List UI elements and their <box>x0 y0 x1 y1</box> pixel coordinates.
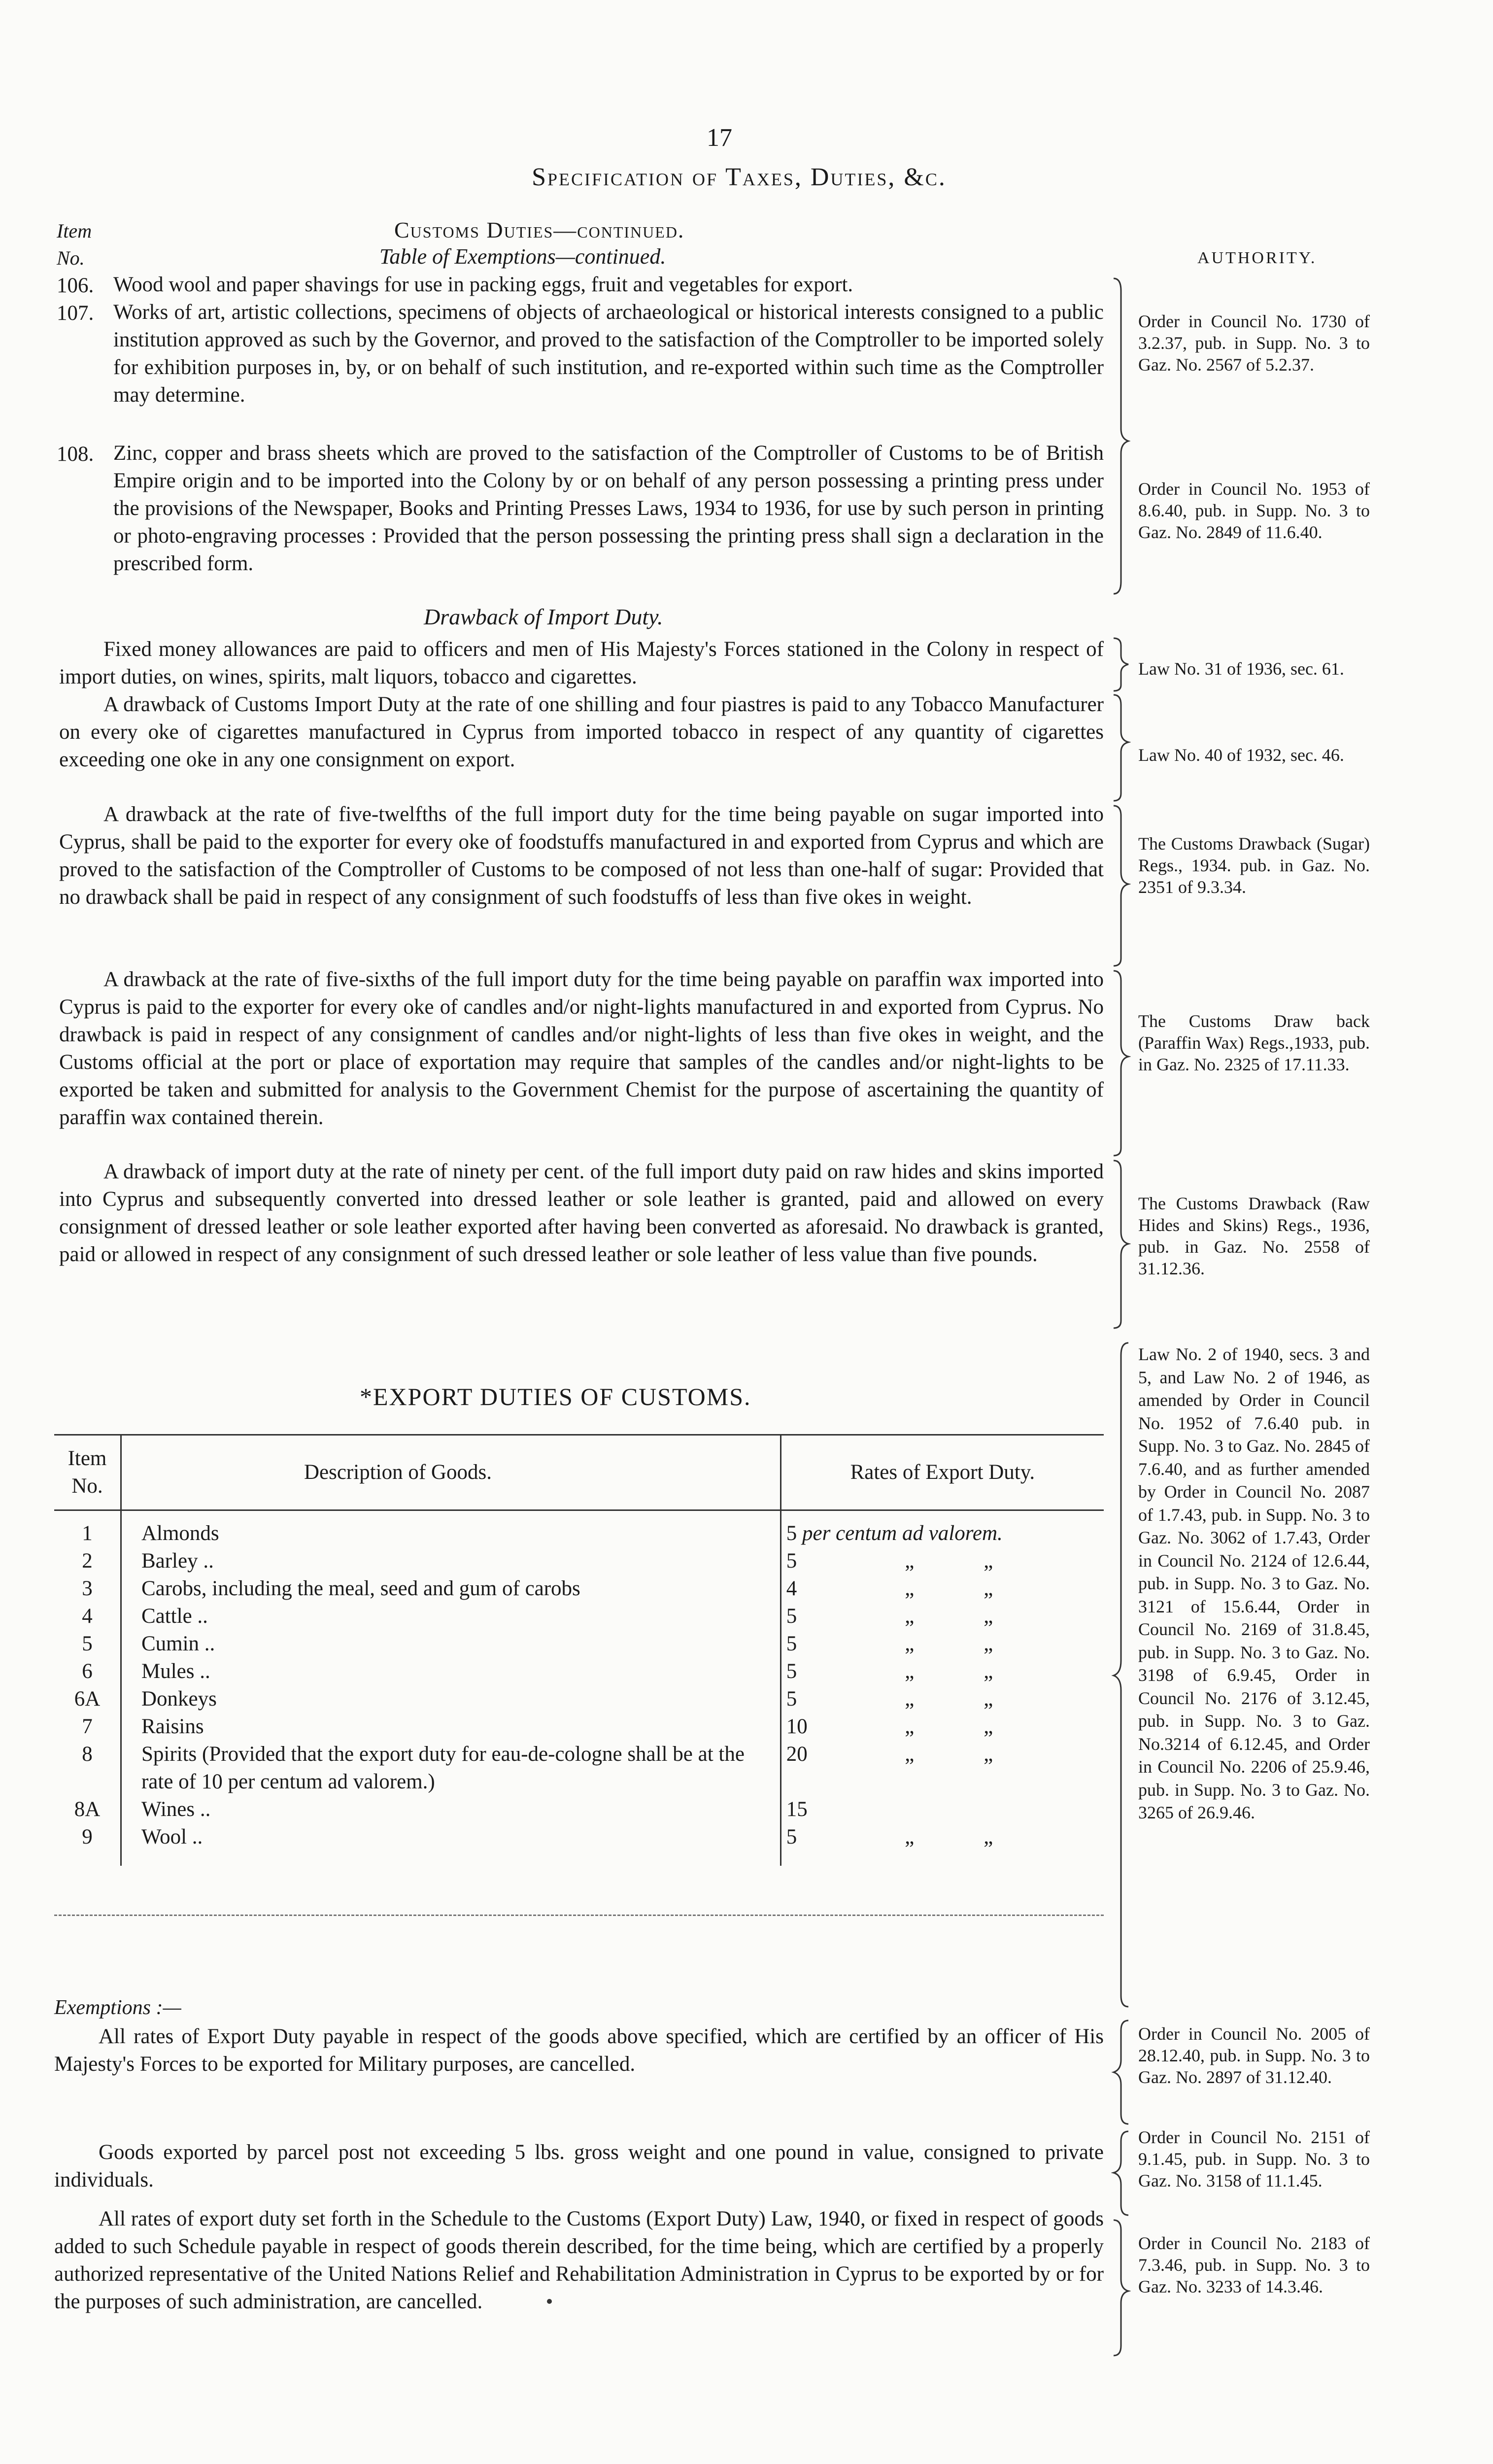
authority-note: The Customs Drawback (Raw Hides and Skins) Regs., 1936, pub. in Gaz. No. 2558 of 31.12.36. <box>1138 1194 1370 1278</box>
table-row <box>54 1741 1104 1796</box>
table-row <box>54 1603 1104 1630</box>
export-duties-table <box>54 1434 1104 1866</box>
row-rate: 5 <box>786 1825 797 1848</box>
authority-note: Order in Council No. 2151 of 9.1.45, pub. in Supp. No. 3 to Gaz. No. 3158 of 11.1.45. <box>1138 2127 1370 2190</box>
ditto-mark <box>870 1796 949 1823</box>
row-rate: 5 <box>786 1632 797 1655</box>
right-brace <box>1114 695 1128 801</box>
row-description: Almonds <box>141 1522 219 1545</box>
row-item-no: 8 <box>54 1741 121 1796</box>
row-item-no: 7 <box>54 1713 121 1741</box>
ditto-mark: „ <box>984 1715 993 1738</box>
row-item-no: 8A <box>54 1796 121 1823</box>
row-item-no: 4 <box>54 1603 121 1630</box>
item-column-label: Item <box>57 220 92 242</box>
table-bottom-rule <box>54 1915 1104 1916</box>
drawback-title: Drawback of Import Duty. <box>424 604 663 629</box>
row-rate: 5 <box>786 1522 797 1545</box>
right-brace <box>1114 1161 1128 1328</box>
right-brace <box>1114 278 1128 594</box>
row-description: Cattle .. <box>121 1603 780 1630</box>
table-row <box>54 1630 1104 1658</box>
col-description: Description of Goods. <box>121 1435 780 1510</box>
running-head: Specification of Taxes, Duties, &c. <box>532 163 947 191</box>
row-description: Spirits (Provided that the export duty for eau-de-cologne shall be at the rate of 10 per centum ad valorem.) <box>121 1741 780 1796</box>
row-item-no: 9 <box>54 1823 121 1866</box>
page-number: 17 <box>707 124 732 152</box>
authority-note: Order in Council No. 2005 of 28.12.40, pub. in Supp. No. 3 to Gaz. No. 2897 of 31.12.40. <box>1138 2024 1370 2087</box>
row-rate: 5 <box>786 1549 797 1573</box>
item-number: 108. <box>57 443 94 466</box>
drawback-paragraph: Fixed money allowances are paid to officers and men of His Majesty's Forces stationed in the Colony in respect of import duties, on wines, spirits, malt liquors, tobacco and cigarettes. <box>59 638 1104 688</box>
exemption-item-text: Wood wool and paper shavings for use in packing eggs, fruit and vegetables for export. <box>113 273 853 296</box>
ditto-mark: „ <box>905 1549 915 1573</box>
drawback-paragraph: A drawback of import duty at the rate of ninety per cent. of the full import duty paid on raw hides and skins imported into Cyprus and subsequently converted into dressed leather or sole leather is granted, paid and allowed on every consignment of dressed leather or sole leather exported after having been converted as aforesaid. No drawback is granted, paid or allowed in respect of any consignment of such dressed leather or sole leather of less value than five pounds. <box>59 1160 1104 1266</box>
table-header-row <box>54 1435 1104 1510</box>
exemption-item-text: Zinc, copper and brass sheets which are proved to the satisfaction of the Comptroller of Customs to be of British Empire origin and to be imported into the Colony by or on behalf of any person possessing a printing press under the provisions of the Newspaper, Books and Printing Presses Laws, 1934 to 1936, for use by such person in printing or photo-engraving processes : Provided that the person possessing the printing press shall sign a declaration in the prescribed form. <box>113 442 1104 575</box>
table-row <box>54 1547 1104 1575</box>
row-description: Barley .. <box>121 1547 780 1575</box>
ditto-mark: „ <box>984 1549 993 1573</box>
ditto-mark: „ <box>905 1605 915 1628</box>
section-subtitle: Table of Exemptions—continued. <box>379 244 666 269</box>
brace-marks <box>1111 2018 1131 2358</box>
brace-marks <box>1111 276 1131 601</box>
stray-dot <box>547 2299 552 2304</box>
table-row <box>54 1510 1104 1548</box>
table-row <box>54 1713 1104 1741</box>
right-brace <box>1114 971 1128 1156</box>
row-item-no: 1 <box>54 1510 121 1548</box>
authority-note: Order in Council No. 1730 of 3.2.37, pub. in Supp. No. 3 to Gaz. No. 2567 of 5.2.37. <box>1138 311 1370 375</box>
row-description: Wines .. <box>121 1796 780 1823</box>
row-rate: 4 <box>786 1577 797 1600</box>
row-rate: 5 <box>786 1605 797 1628</box>
authority-note: Law No. 40 of 1932, sec. 46. <box>1138 745 1344 765</box>
row-rate: 15 <box>786 1798 808 1821</box>
right-brace <box>1114 2220 1128 2356</box>
row-item-no: 2 <box>54 1547 121 1575</box>
ditto-mark: „ <box>984 1743 993 1766</box>
item-number: 106. <box>57 274 94 297</box>
table-row <box>54 1796 1104 1823</box>
ditto-mark <box>949 1796 1028 1823</box>
row-item-no: 6 <box>54 1658 121 1685</box>
authority-note: Order in Council No. 1953 of 8.6.40, pub. in Supp. No. 3 to Gaz. No. 2849 of 11.6.40. <box>1138 479 1370 542</box>
ditto-mark: „ <box>984 1577 993 1600</box>
ditto-mark: „ <box>905 1743 915 1766</box>
row-rate-unit: per centum ad valorem. <box>802 1522 1003 1545</box>
table-row <box>54 1658 1104 1685</box>
row-item-no: 6A <box>54 1685 121 1713</box>
row-description: Cumin .. <box>121 1630 780 1658</box>
ditto-mark: „ <box>905 1632 915 1655</box>
left-brace <box>1114 1343 1128 2007</box>
drawback-paragraph: A drawback at the rate of five-sixths of the full import duty for the time being payable on paraffin wax imported into Cyprus is paid to the exporter for every oke of candles and/or night-lights manufactured in and exported from Cyprus. No drawback is paid in respect of any consignment of candles and/or night-lights of less than five okes in weight, and the Customs official at the port or place of exportation may require that samples of the candles and/or night-lights to be exported be taken and submitted for analysis to the Government Chemist for the purpose of ascertaining the quantity of paraffin wax contained therein. <box>59 968 1104 1129</box>
table-row <box>54 1685 1104 1713</box>
exemptions-heading: Exemptions :— <box>54 1996 181 2019</box>
ditto-mark: „ <box>984 1825 993 1848</box>
authority-note: The Customs Draw back (Paraffin Wax) Regs.,1933, pub. in Gaz. No. 2325 of 17.11.33. <box>1138 1011 1370 1074</box>
row-rate: 10 <box>786 1715 808 1738</box>
drawback-paragraph: A drawback of Customs Import Duty at the rate of one shilling and four piastres is paid to any Tobacco Manufacturer on every oke of cigarettes manufactured in Cyprus from imported tobacco in respect of any quantity of cigarettes exceeding one oke in any one consignment on export. <box>59 693 1104 771</box>
export-duties-title: *EXPORT DUTIES OF CUSTOMS. <box>360 1383 751 1410</box>
item-number: 107. <box>57 302 94 325</box>
section-title: Customs Duties—continued. <box>394 217 685 242</box>
brace-marks <box>1111 636 1131 1340</box>
ditto-mark: „ <box>984 1660 993 1683</box>
authority-note: Order in Council No. 2183 of 7.3.46, pub. in Supp. No. 3 to Gaz. No. 3233 of 14.3.46. <box>1138 2233 1370 2296</box>
table-row <box>54 1823 1104 1866</box>
row-description: Mules .. <box>121 1658 780 1685</box>
ditto-mark: „ <box>984 1687 993 1711</box>
ditto-mark: „ <box>984 1605 993 1628</box>
ditto-mark: „ <box>905 1660 915 1683</box>
table-row <box>54 1575 1104 1603</box>
ditto-mark: „ <box>984 1632 993 1655</box>
right-brace <box>1114 638 1128 691</box>
row-description: Carobs, including the meal, seed and gum of carobs <box>121 1575 780 1603</box>
authority-heading: AUTHORITY. <box>1197 249 1317 267</box>
exemption-paragraph: All rates of export duty set forth in the Schedule to the Customs (Export Duty) Law, 1940, or fixed in respect of goods added to such Schedule payable in respect of goods therein described, for the time being, which are certified by a properly authorized representative of the United Nations Relief and Rehabilitation Administration in Cyprus to be exported by or for the purposes of such administration, are cancelled. <box>54 2207 1104 2313</box>
ditto-mark: „ <box>905 1577 915 1600</box>
exemption-paragraph: All rates of Export Duty payable in respect of the goods above specified, which are certified by an officer of His Majesty's Forces to be exported for Military purposes, are cancelled. <box>54 2025 1104 2076</box>
authority-note: The Customs Drawback (Sugar) Regs., 1934. pub. in Gaz. No. 2351 of 9.3.34. <box>1138 834 1370 897</box>
authority-note: Law No. 2 of 1940, secs. 3 and 5, and Law No. 2 of 1946, as amended by Order in Council No. 1952 of 7.6.40 pub. in Supp. No. 3 to Gaz. No. 2845 of 7.6.40, and as further amended by Order in Council No. 2087 of 1.7.43, pub. in Supp. No. 3 to Gaz. No. 3062 of 1.7.43, Order in Council No. 2124 of 12.6.44, pub. in Supp. No. 3 to Gaz. No. 3121 of 15.6.44, Order in Council No. 2169 of 31.8.45, pub. in Supp. No. 3 to Gaz. No. 3198 of 6.9.45, Order in Council No. 2176 of 3.12.45, pub. in Supp. No. 3 to Gaz. No.3214 of 6.12.45, and Order in Council No. 2206 of 25.9.46, pub. in Supp. No. 3 to Gaz. No. 3265 of 26.9.46. <box>1138 1344 1370 1822</box>
brace-marks <box>1111 1340 1131 2011</box>
row-rate: 20 <box>786 1743 808 1766</box>
left-brace <box>1114 2131 1128 2215</box>
no-column-label: No. <box>57 247 85 269</box>
right-brace <box>1114 806 1128 966</box>
row-rate: 5 <box>786 1687 797 1711</box>
row-description: Wool .. <box>121 1823 780 1866</box>
ditto-mark: „ <box>905 1825 915 1848</box>
ditto-mark: „ <box>905 1715 915 1738</box>
row-rate: 5 <box>786 1660 797 1683</box>
ditto-mark: „ <box>905 1687 915 1711</box>
exemption-paragraph: Goods exported by parcel post not exceeding 5 lbs. gross weight and one pound in value, consigned to private individuals. <box>54 2141 1104 2191</box>
row-description: Raisins <box>121 1713 780 1741</box>
col-rates: Rates of Export Duty. <box>850 1461 1035 1484</box>
exemption-item-text: Works of art, artistic collections, specimens of objects of archaeological or historical interests consigned to a public institution approved as such by the Governor, and proved to the satisfaction of the Comptroller to be imported solely for exhibition purposes in, by, or on behalf of such institution, and re-exported within such time as the Comptroller may determine. <box>113 301 1104 407</box>
col-item-no: Item No. <box>54 1435 121 1510</box>
row-description: Donkeys <box>121 1685 780 1713</box>
left-brace <box>1114 2020 1128 2124</box>
authority-note: Law No. 31 of 1936, sec. 61. <box>1138 659 1344 679</box>
drawback-paragraph: A drawback at the rate of five-twelfths of the full import duty for the time being payable on sugar imported into Cyprus, shall be paid to the exporter for every oke of foodstuffs manufactured in and exported from Cyprus and which are proved to the satisfaction of the Comptroller of Customs to be composed of not less than one-half of sugar: Provided that no drawback shall be paid in respect of any consignment of such foodstuffs of less than five okes in weight. <box>59 803 1104 909</box>
row-item-no: 5 <box>54 1630 121 1658</box>
row-item-no: 3 <box>54 1575 121 1603</box>
